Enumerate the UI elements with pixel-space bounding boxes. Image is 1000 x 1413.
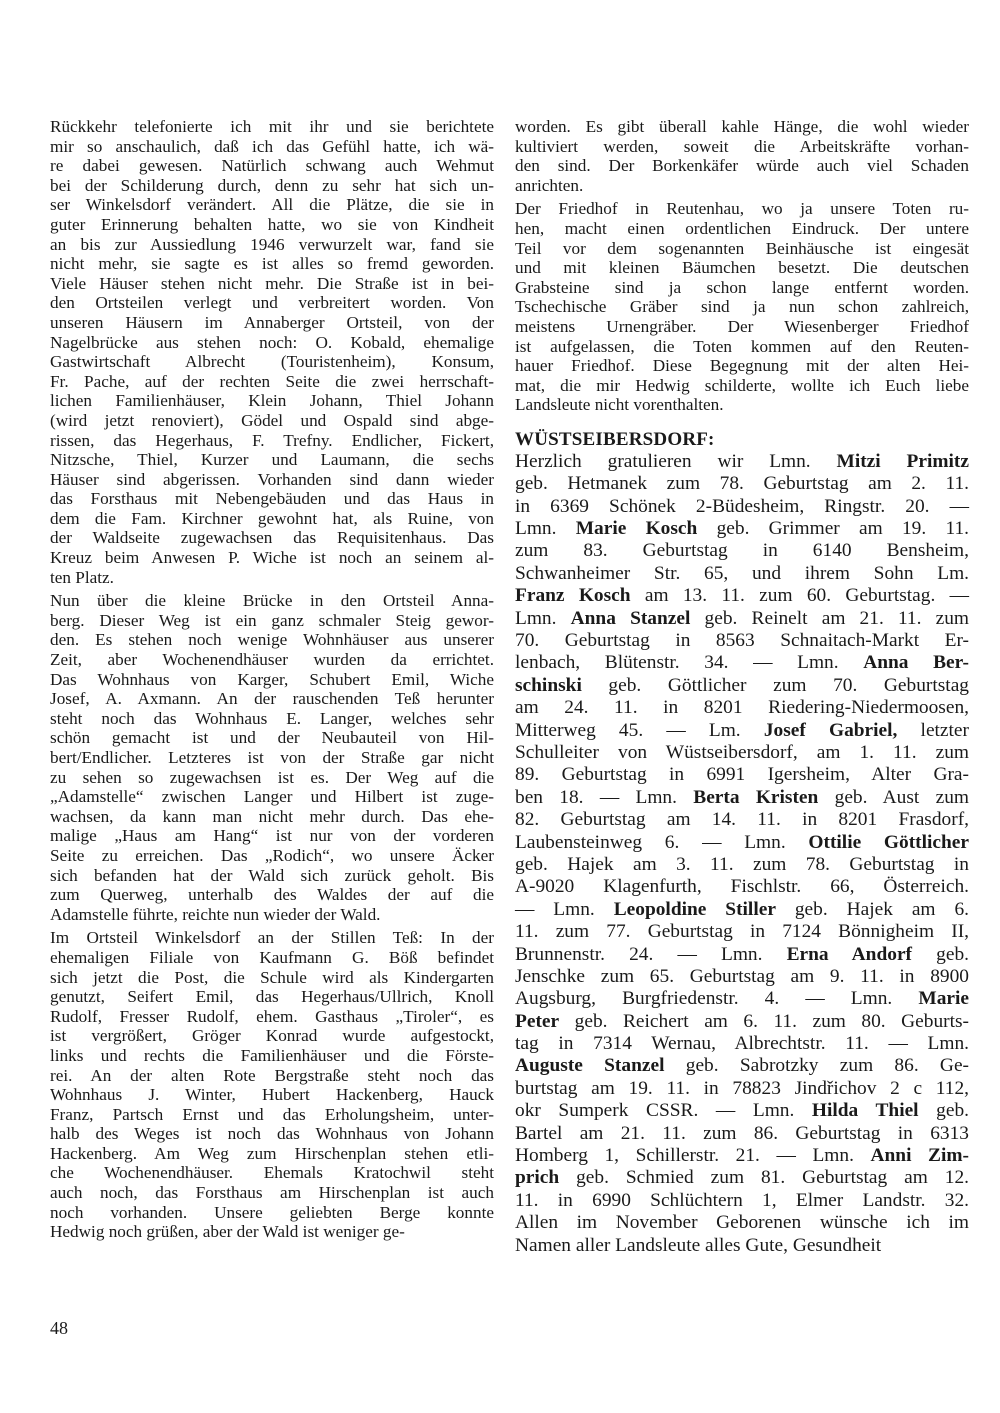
greeting-line xyxy=(515,720,969,742)
text-line: meistens Urnengräber. Der Wiesenberger Friedhof xyxy=(515,316,969,336)
greeting-text: am 13. 11. zum 60. Geburtstag. — xyxy=(630,585,969,607)
text-line: ist vergrößert, Gröger Konrad wurde aufgestockt, xyxy=(50,1026,494,1046)
greeting-line xyxy=(515,540,969,562)
text-line: Viele Häuser stehen nicht mehr. Die Straße ist in bei- xyxy=(50,273,494,293)
text-line: kultiviert werden, soweit die Arbeitskräfte vorhan- xyxy=(515,136,969,156)
greeting-text: Laubensteinweg 6. — Lmn. xyxy=(515,831,809,853)
greeting-text: Lmn. xyxy=(515,607,571,629)
greeting-text: 11. in 6990 Schlüchtern 1, Elmer Landstr. 32. xyxy=(515,1189,969,1211)
greeting-line xyxy=(515,1212,969,1234)
greeting-line xyxy=(515,832,969,854)
greeting-line xyxy=(515,1190,969,1212)
text-line: che Wochenendhäuser. Ehemals Kratochwil steht xyxy=(50,1163,494,1183)
text-line: der Waldseite zugewachsen das Requisitenhaus. Das xyxy=(50,528,494,548)
greeting-line xyxy=(515,1100,969,1122)
greeting-line xyxy=(515,608,969,630)
text-line: malige „Haus am Hang“ ist nur von der vorderen xyxy=(50,826,494,846)
greeting-text: Jenschke zum 65. Geburtstag am 9. 11. in 8900 xyxy=(515,965,969,987)
person-name: Erna Andorf xyxy=(786,943,913,965)
text-line: halb des Weges ist noch das Wohnhaus von Johann xyxy=(50,1124,494,1144)
person-name: Josef Gabriel, xyxy=(763,719,898,741)
text-line: „Adamstelle“ zwischen Langer und Hilbert ist zuge- xyxy=(50,787,494,807)
greeting-text: Schwanheimer Str. 65, und ihrem Sohn Lm. xyxy=(515,562,969,584)
greeting-text: letzter xyxy=(897,719,969,741)
greeting-text: geb. Hetmanek zum 78. Geburtstag am 2. 11. xyxy=(515,473,969,495)
greeting-text: geb. Reinelt am 21. 11. zum xyxy=(690,607,970,629)
text-line: Rudolf, Fresser Rudolf, ehem. Gasthaus „Tiroler“, es xyxy=(50,1006,494,1026)
text-line: ehemaligen Filiale von Kaufmann G. Böß befindet xyxy=(50,947,494,967)
person-name: Anna Ber- xyxy=(863,652,969,674)
text-line: auch noch, das Forsthaus am Hirschenplan ist auch xyxy=(50,1183,494,1203)
text-line: dem die Fam. Kirchner gewohnt hat, als Ruine, von xyxy=(50,508,494,528)
person-name: Marie xyxy=(918,988,969,1010)
text-line: Häuser sind abgerissen. Vorhanden sind dann wieder xyxy=(50,469,494,489)
text-line: Hedwig noch grüßen, aber der Wald ist weniger ge- xyxy=(50,1222,405,1242)
greeting-text: 89. Geburtstag in 6991 Igersheim, Alter Gra- xyxy=(515,764,969,786)
greeting-text: 82. Geburtstag am 14. 11. in 8201 Frasdorf, xyxy=(515,809,969,831)
greeting-text: ben 18. — Lmn. xyxy=(515,786,694,808)
text-line: den Ortsteilen verlegt und verbreitert worden. Von xyxy=(50,293,494,313)
text-line: den. Es stehen noch wenige Wohnhäuser aus unserer xyxy=(50,630,494,650)
person-name: prich xyxy=(515,1167,560,1189)
text-line: hen, macht einen ordentlichen Eindruck. Der untere xyxy=(515,218,969,238)
text-line: sich befanden hat der Wald sich zurück geholt. Bis xyxy=(50,865,494,885)
greeting-text: — Lmn. xyxy=(515,898,614,920)
greeting-text: geb. Göttlicher zum 70. Geburtstag xyxy=(581,674,969,696)
greeting-text: A-9020 Klagenfurth, Fischlstr. 66, Österreich. xyxy=(515,876,969,898)
text-line: Rückkehr telefonierte ich mit ihr und sie berichtete xyxy=(50,117,494,136)
person-name: Anni Zim- xyxy=(870,1145,969,1167)
greeting-text: geb. Schmied zum 81. Geburtstag am 12. xyxy=(559,1167,969,1189)
person-name: Franz Kosch xyxy=(515,585,631,607)
text-line: genutzt, Seifert Emil, das Hegerhaus/Ullrich, Knoll xyxy=(50,987,494,1007)
text-line: Hackenberg. Am Weg zum Hirschenplan stehen etli- xyxy=(50,1143,494,1163)
text-line: nicht mehr, sie sagte es ist alles so fremd geworden. xyxy=(50,254,494,274)
text-line: berg. Dieser Weg ist ein ganz schmaler Steig gewor- xyxy=(50,610,494,630)
paragraph-return-report xyxy=(50,117,494,587)
greeting-line xyxy=(515,742,969,764)
greeting-line xyxy=(515,451,969,473)
greeting-text: geb. Hajek am 6. xyxy=(775,898,969,920)
greeting-text: Herzlich gratulieren wir Lmn. xyxy=(515,450,837,472)
greeting-line xyxy=(515,764,969,786)
text-line: Nitzsche, Thiel, Kurzer und Laumann, die sechs xyxy=(50,450,494,470)
greeting-line xyxy=(515,675,969,697)
text-line: Franz, Partsch Ernst und das Erholungsheim, unter- xyxy=(50,1104,494,1124)
greeting-line xyxy=(515,899,969,921)
person-name: Hilda Thiel xyxy=(811,1100,919,1122)
person-name: Mitzi Primitz xyxy=(836,450,969,472)
greeting-text: geb. Grimmer am 19. 11. xyxy=(697,518,969,540)
person-name: Peter xyxy=(515,1010,560,1032)
greeting-line xyxy=(515,1145,969,1167)
person-name: Ottilie Göttlicher xyxy=(808,831,969,853)
greeting-text: geb. Aust zum xyxy=(818,786,969,808)
greeting-text: Allen im November Geborenen wünsche ich im xyxy=(515,1212,969,1234)
greeting-text: geb. Reichert am 6. 11. zum 80. Geburts- xyxy=(559,1010,969,1032)
greeting-line xyxy=(515,697,969,719)
text-line: schön gemacht ist und der Neubauteil von Hil- xyxy=(50,728,494,748)
greeting-text: geb. xyxy=(918,1100,970,1122)
greeting-line xyxy=(515,966,969,988)
person-name: schinski xyxy=(515,674,582,696)
greeting-line xyxy=(515,563,969,585)
text-line: worden. Es gibt überall kahle Hänge, die wohl wieder xyxy=(515,117,969,136)
text-line: re dabei gewesen. Natürlich schwang auch Wehmut xyxy=(50,156,494,176)
text-line: ten Platz. xyxy=(50,567,114,587)
text-line: mat, die mir Hedwig schilderte, wollte ich Euch liebe xyxy=(515,375,969,395)
text-line: ist aufgelassen, die Toten kommen auf den Reuten- xyxy=(515,336,969,356)
text-line: sich jetzt die Post, die Schule wird als Kindergarten xyxy=(50,967,494,987)
text-line: Nun über die kleine Brücke in den Ortsteil Anna- xyxy=(50,591,494,611)
text-line: Grabsteine sind ja schon lange entfernt worden. xyxy=(515,277,969,297)
text-line: rei. An der alten Rote Bergstraße steht noch das xyxy=(50,1065,494,1085)
text-line: Tschechische Gräber sind ja nun schon zahlreich, xyxy=(515,297,969,317)
greeting-text: Namen aller Landsleute alles Gute, Gesundheit xyxy=(515,1234,882,1256)
greeting-line xyxy=(515,787,969,809)
text-line: Josef, A. Axmann. An der rauschenden Teß herunter xyxy=(50,689,494,709)
text-line: noch vorhanden. Unsere geliebten Berge konnte xyxy=(50,1202,494,1222)
text-line: links und rechts die Familienhäuser und die Förste- xyxy=(50,1045,494,1065)
text-line: das Forsthaus mit Nebengebäuden und das Haus in xyxy=(50,489,494,509)
greeting-text: lenbach, Blütenstr. 34. — Lmn. xyxy=(515,652,864,674)
person-name: Marie Kosch xyxy=(575,518,698,540)
greeting-line xyxy=(515,1055,969,1077)
text-line: Wohnhaus J. Winter, Hubert Hackenberg, Hauck xyxy=(50,1085,494,1105)
greeting-line xyxy=(515,921,969,943)
text-line: Zeit, aber Wochenendhäuser wurden da errichtet. xyxy=(50,650,494,670)
greeting-text: burtstag am 19. 11. in 78823 Jindřichov 2 c 112, xyxy=(515,1077,969,1099)
greeting-line xyxy=(515,809,969,831)
greeting-text: Augsburg, Burgfriedenstr. 4. — Lmn. xyxy=(515,988,919,1010)
greeting-line xyxy=(515,518,969,540)
left-column xyxy=(50,117,494,1242)
greeting-text: 11. zum 77. Geburtstag in 7124 Bönnigheim II, xyxy=(515,921,969,943)
text-line: zum Querweg, unterhalb des Waldes der auf die xyxy=(50,885,494,905)
text-line: den sind. Der Borkenkäfer würde auch viel Schaden xyxy=(515,156,969,176)
greeting-line xyxy=(515,854,969,876)
text-line: Adamstelle führte, reichte nun wieder der Wald. xyxy=(50,904,381,924)
text-line: Der Friedhof in Reutenhau, wo ja unsere Toten ru- xyxy=(515,199,969,219)
text-line: Das Wohnhaus von Karger, Schubert Emil, Wiche xyxy=(50,669,494,689)
greeting-text: in 6369 Schönek 2-Büdesheim, Ringstr. 20. — xyxy=(515,495,969,517)
greeting-line xyxy=(515,652,969,674)
text-line: hauer Friedhof. Diese Begegnung mit der alten Hei- xyxy=(515,356,969,376)
text-line: und mit kleinen Bäumchen besetzt. Die deutschen xyxy=(515,258,969,278)
greeting-text: Homberg 1, Schillerstr. 21. — Lmn. xyxy=(515,1145,871,1167)
right-column xyxy=(515,117,969,1257)
text-line: mir so anschaulich, daß ich das Gefühl hatte, ich wä- xyxy=(50,136,494,156)
greeting-text: okr Sumperk CSSR. — Lmn. xyxy=(515,1100,812,1122)
greeting-line xyxy=(515,876,969,898)
text-line: lichen Familienhäuser, Klein Johann, Thiel Johann xyxy=(50,391,494,411)
text-line: Landsleute nicht vorenthalten. xyxy=(515,395,724,415)
greeting-text: geb. Sabrotzky zum 86. Ge- xyxy=(664,1055,970,1077)
text-line: Nagelbrücke aus stehen noch: O. Kobald, ehemalige xyxy=(50,332,494,352)
greeting-line xyxy=(515,988,969,1010)
text-line: an bis zur Aussiedlung 1946 verwurzelt war, fand sie xyxy=(50,234,494,254)
text-line: anrichten. xyxy=(515,175,584,195)
text-line: Gastwirtschaft Albrecht (Touristenheim), Konsum, xyxy=(50,352,494,372)
greeting-line xyxy=(515,496,969,518)
text-line: bei der Schilderung durch, denn zu sehr hat sich un- xyxy=(50,175,494,195)
greeting-line xyxy=(515,1167,969,1189)
greeting-line xyxy=(515,473,969,495)
text-line: guter Erinnerung behalten hatte, wo sie von Kindheit xyxy=(50,214,494,234)
page-number: 48 xyxy=(50,1318,68,1338)
text-line: wachsen, da kann man nicht mehr durch. Das ehe- xyxy=(50,806,494,826)
person-name: Anna Stanzel xyxy=(570,607,691,629)
birthday-greetings xyxy=(515,451,969,1257)
text-line: bert/Endlicher. Letzteres ist von der Straße gar nicht xyxy=(50,748,494,767)
person-name: Auguste Stanzel xyxy=(515,1055,665,1077)
greeting-text: zum 83. Geburtstag in 6140 Bensheim, xyxy=(515,540,969,562)
text-line: Kreuz beim Anwesen P. Wiche ist noch an seinem al- xyxy=(50,548,494,568)
greeting-line xyxy=(515,630,969,652)
greeting-line xyxy=(515,1011,969,1033)
greeting-line xyxy=(515,1235,969,1257)
greeting-text: Mitterweg 45. — Lm. xyxy=(515,719,764,741)
greeting-line xyxy=(515,1033,969,1055)
text-line: rissen, das Hegerhaus, F. Trefny. Endlicher, Fickert, xyxy=(50,430,494,450)
greeting-text: Lmn. xyxy=(515,518,576,540)
text-line: (wird jetzt renoviert), Gödel und Ospald sind abge- xyxy=(50,410,494,430)
text-line: Im Ortsteil Winkelsdorf an der Stillen Teß: In der xyxy=(50,928,494,948)
text-line: Teil vor dem sogenannten Beinhäusche ist eingesät xyxy=(515,238,969,258)
section-heading-wuestseibersdorf: WÜSTSEIBERSDORF: xyxy=(515,428,715,450)
greeting-line xyxy=(515,1123,969,1145)
greeting-text: Bartel am 21. 11. zum 86. Geburtstag in 6313 xyxy=(515,1122,969,1144)
greeting-line xyxy=(515,1078,969,1100)
greeting-line xyxy=(515,585,969,607)
paragraph-winkelsdorf xyxy=(50,928,494,1242)
text-line: zu sehen so zugewachsen ist es. Der Weg auf die xyxy=(50,767,494,787)
text-line: ser Winkelsdorf verändert. All die Plätze, die sie in xyxy=(50,195,494,215)
greeting-line xyxy=(515,944,969,966)
text-line: steht noch das Wohnhaus E. Langer, welches sehr xyxy=(50,708,494,728)
paragraph-forest xyxy=(515,117,969,195)
text-line: Seite zu erreichen. Das „Rodich“, wo unsere Äcker xyxy=(50,845,494,865)
greeting-text: geb. xyxy=(912,943,969,965)
greeting-text: geb. Hajek am 3. 11. zum 78. Geburtstag in xyxy=(515,853,969,875)
text-line: Fr. Pache, auf der rechten Seite die zwei herrschaft- xyxy=(50,371,494,391)
greeting-text: Brunnenstr. 24. — Lmn. xyxy=(515,943,787,965)
greeting-text: 70. Geburtstag in 8563 Schnaitach-Markt Er- xyxy=(515,630,969,652)
text-line: unseren Häusern im Annaberger Ortsteil, von der xyxy=(50,312,494,332)
person-name: Leopoldine Stiller xyxy=(613,898,776,920)
greeting-text: Schulleiter von Wüstseibersdorf, am 1. 11. zum xyxy=(515,741,969,763)
greeting-text: tag in 7314 Wernau, Albrechtstr. 11. — Lmn. xyxy=(515,1033,969,1055)
greeting-text: am 24. 11. in 8201 Riedering-Niedermoosen, xyxy=(515,697,969,719)
person-name: Berta Kristen xyxy=(693,786,819,808)
paragraph-cemetery xyxy=(515,199,969,415)
paragraph-annaberg xyxy=(50,591,494,924)
